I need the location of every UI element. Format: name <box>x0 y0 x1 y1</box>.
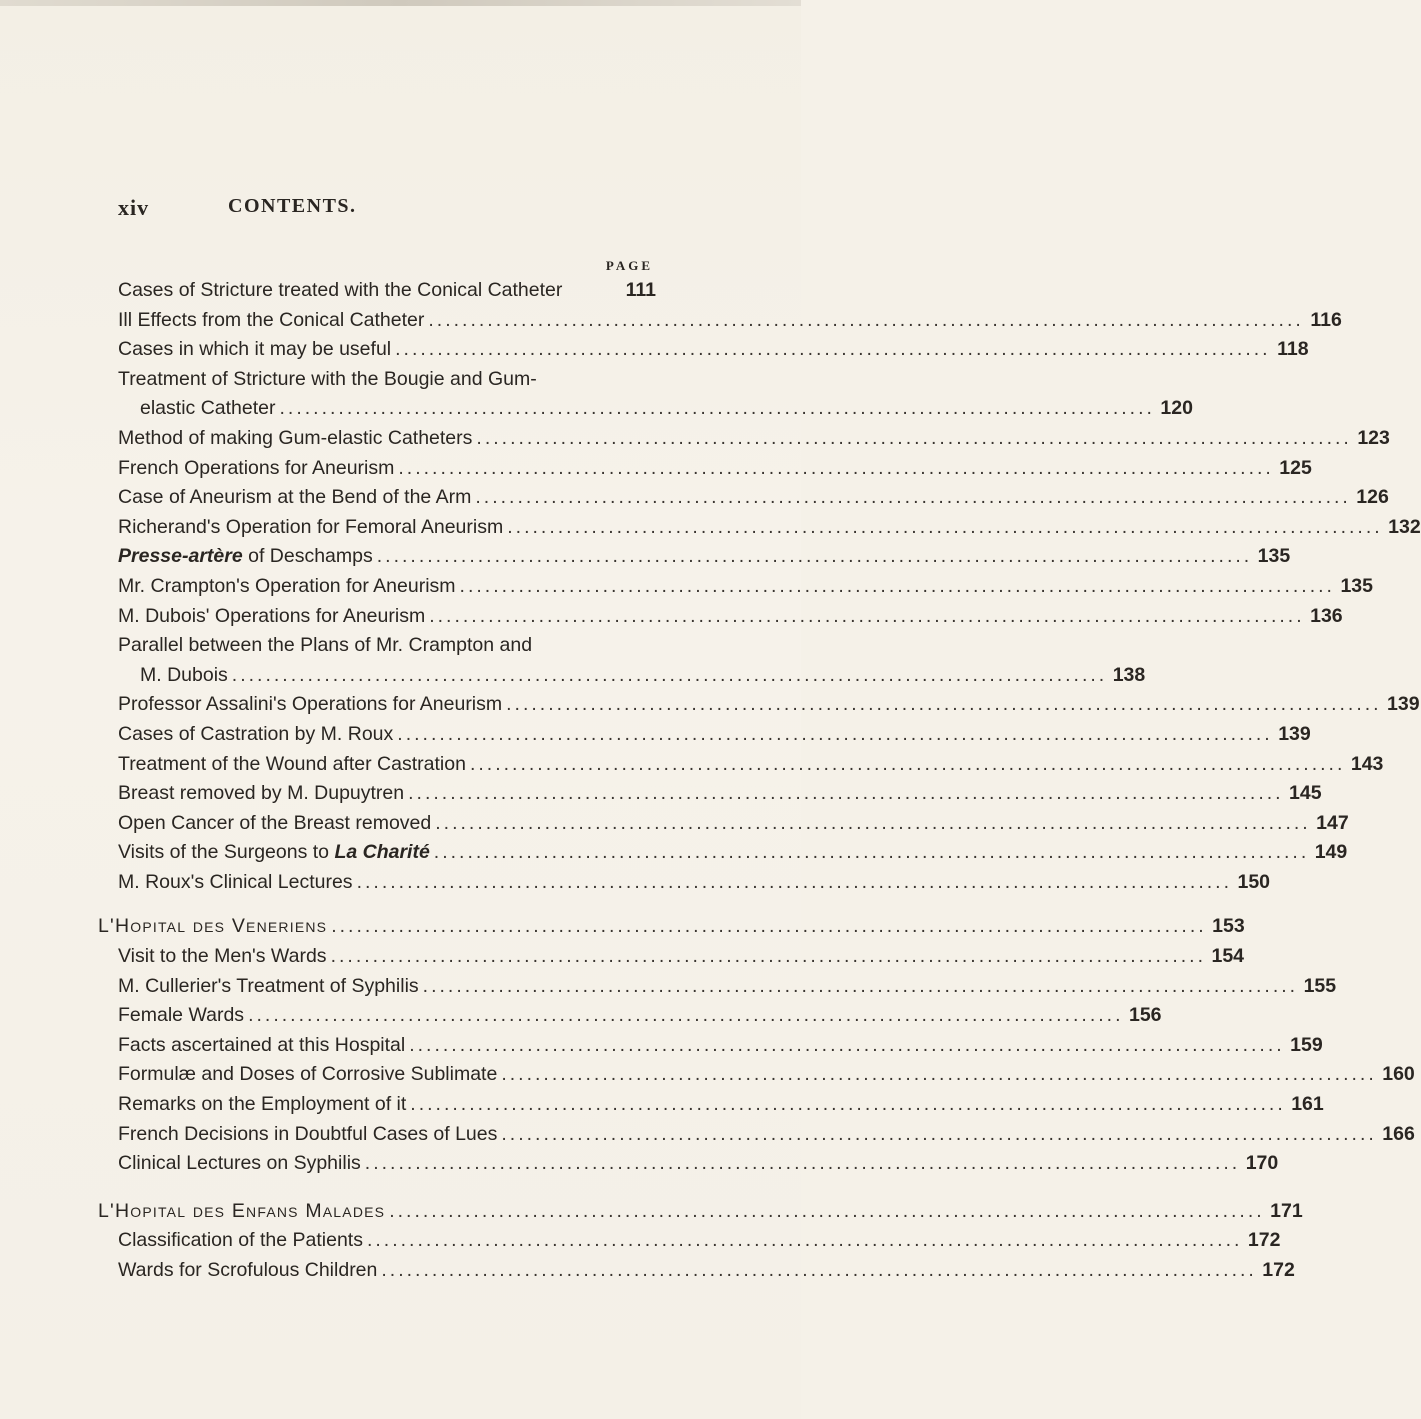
dot-leader <box>279 394 1154 424</box>
entry-title-lead: Visits of the Surgeons to <box>118 841 335 864</box>
toc-entry <box>118 572 1373 602</box>
dot-leader <box>408 779 1283 809</box>
entry-title: Method of making Gum-elastic Catheters <box>118 426 473 449</box>
toc-entry <box>118 1149 1279 1179</box>
entry-title: Breast removed by M. Dupuytren <box>118 782 405 805</box>
entry-page: 160 <box>1382 1063 1415 1086</box>
entry-page: 149 <box>1314 841 1348 864</box>
entry-title: Cases of Castration by M. Roux <box>118 722 394 745</box>
toc-entry <box>118 720 1311 750</box>
entry-title: Parallel between the Plans of Mr. Crampton and <box>118 634 533 657</box>
dot-leader <box>506 690 1381 720</box>
entry-title: Treatment of Stricture with the Bougie and Gum- <box>118 367 537 390</box>
section-title: L'Hopital des Enfans Malades <box>98 1199 386 1222</box>
toc-entry <box>118 690 1420 720</box>
entry-title: Open Cancer of the Breast removed <box>118 811 432 834</box>
toc-entry <box>118 942 1245 972</box>
entry-title: Professor Assalini's Operations for Aneurism <box>118 693 503 716</box>
entry-page: 135 <box>1340 574 1373 597</box>
entry-title: Richerand's Operation for Femoral Aneurism <box>118 515 504 538</box>
toc-entry <box>118 394 1193 424</box>
dot-leader <box>410 1090 1285 1120</box>
entry-title: elastic Catheter <box>140 397 276 420</box>
dot-leader <box>434 838 1309 868</box>
entry-title: Cases in which it may be useful <box>118 338 392 361</box>
entry-page: 139 <box>1387 693 1420 716</box>
entry-title: Formulæ and Doses of Corrosive Sublimate <box>118 1063 498 1086</box>
entry-page: 150 <box>1237 870 1271 893</box>
toc-entry <box>118 335 1309 365</box>
page-heading: CONTENTS. <box>228 195 357 217</box>
toc-entry <box>118 1001 1162 1031</box>
dot-leader <box>389 1197 1264 1227</box>
toc-entry <box>118 631 656 661</box>
entry-title <box>118 838 430 868</box>
italic-term: La Charité <box>334 841 430 864</box>
entry-page: 139 <box>1278 722 1311 745</box>
toc-entry <box>118 1256 1295 1286</box>
entry-title: Facts ascertained at this Hospital <box>118 1033 406 1056</box>
entry-title <box>118 542 373 572</box>
entry-page: 116 <box>1310 308 1342 331</box>
dot-leader <box>395 335 1270 365</box>
page-number: xiv <box>118 195 150 220</box>
entry-title: Ill Effects from the Conical Catheter <box>118 308 425 331</box>
dot-leader <box>435 809 1310 839</box>
dot-leader <box>475 483 1350 513</box>
entry-page: 135 <box>1257 545 1291 568</box>
dot-leader <box>331 912 1206 942</box>
entry-page: 159 <box>1290 1033 1323 1056</box>
entry-title: Classification of the Patients <box>118 1229 363 1252</box>
dot-leader <box>357 868 1232 898</box>
toc-entry <box>118 750 1384 780</box>
entry-page: 172 <box>1262 1259 1295 1281</box>
dot-leader <box>397 720 1272 750</box>
dot-leader <box>460 572 1335 602</box>
toc-entry <box>118 1090 1324 1120</box>
entry-title: French Decisions in Doubtful Cases of Lues <box>118 1122 498 1145</box>
entry-title: Wards for Scrofulous Children <box>118 1259 378 1281</box>
toc-entry <box>118 1031 1323 1061</box>
italic-term: Presse-artère <box>118 545 243 568</box>
dot-leader <box>367 1226 1242 1256</box>
dot-leader <box>428 306 1303 336</box>
entry-page: 120 <box>1160 397 1193 420</box>
entry-page: 118 <box>1277 338 1309 361</box>
entry-title: Treatment of the Wound after Castration <box>118 752 466 775</box>
toc-entry <box>118 276 656 306</box>
entry-title: Case of Aneurism at the Bend of the Arm <box>118 486 472 509</box>
entry-title: Remarks on the Employment of it <box>118 1093 407 1116</box>
toc-entry <box>118 809 1349 839</box>
entry-page: 156 <box>1128 1004 1162 1027</box>
entry-title: M. Dubois <box>140 663 228 686</box>
dot-leader <box>331 942 1206 972</box>
dot-leader <box>398 454 1273 484</box>
entry-page: 132 <box>1388 515 1421 538</box>
entry-title: Mr. Crampton's Operation for Aneurism <box>118 574 456 597</box>
top-edge <box>0 0 801 6</box>
entry-page: 143 <box>1350 752 1384 775</box>
dot-leader <box>365 1149 1240 1179</box>
toc-entry <box>118 972 1337 1002</box>
entry-page: 145 <box>1289 782 1322 805</box>
toc-entry <box>118 1060 1415 1090</box>
entry-title: Cases of Stricture treated with the Conical Catheter <box>118 279 563 301</box>
contents-list <box>98 276 1421 1286</box>
entry-title: Clinical Lectures on Syphilis <box>118 1152 361 1175</box>
dot-leader <box>232 661 1107 691</box>
dot-leader <box>377 542 1252 572</box>
entry-title: M. Roux's Clinical Lectures <box>118 870 353 893</box>
entry-title: M. Dubois' Operations for Aneurism <box>118 604 426 627</box>
dot-leader <box>470 750 1345 780</box>
section-page: 171 <box>1270 1199 1303 1222</box>
entry-page: 147 <box>1316 811 1349 834</box>
toc-section-heading <box>98 912 1245 942</box>
dot-leader <box>381 1256 1256 1286</box>
entry-page: 138 <box>1112 663 1146 686</box>
entry-page: 111 <box>625 279 656 301</box>
toc-entry <box>118 306 1342 336</box>
dot-leader <box>429 602 1304 632</box>
toc-entry <box>118 602 1343 632</box>
entry-title: Visit to the Men's Wards <box>118 945 327 968</box>
toc-entry <box>118 661 1146 691</box>
entry-page: 172 <box>1247 1229 1281 1252</box>
dot-leader <box>248 1001 1123 1031</box>
entry-title: Female Wards <box>118 1004 245 1027</box>
toc-entry <box>118 483 1389 513</box>
toc-entry <box>118 1226 1281 1256</box>
entry-page: 161 <box>1291 1093 1324 1116</box>
page-column-label: PAGE <box>605 258 653 273</box>
toc-entry <box>118 1120 1415 1150</box>
running-head <box>118 195 718 225</box>
dot-leader <box>501 1060 1376 1090</box>
entry-title: French Operations for Aneurism <box>118 456 395 479</box>
toc-entry <box>118 838 1348 868</box>
toc-section-heading <box>98 1197 1303 1227</box>
toc-entry <box>118 868 1271 898</box>
entry-page: 125 <box>1279 456 1312 479</box>
toc-entry <box>118 779 1322 809</box>
entry-page: 154 <box>1211 945 1245 968</box>
entry-page: 166 <box>1382 1122 1415 1145</box>
section-title: L'Hopital des Veneriens <box>98 915 328 938</box>
toc-entry <box>118 542 1291 572</box>
dot-leader <box>501 1120 1376 1150</box>
entry-page: 136 <box>1310 604 1343 627</box>
toc-entry <box>118 513 1421 543</box>
entry-page: 123 <box>1357 426 1390 449</box>
entry-page: 155 <box>1303 974 1337 997</box>
dot-leader <box>423 972 1298 1002</box>
entry-title: M. Cullerier's Treatment of Syphilis <box>118 974 419 997</box>
dot-leader <box>507 513 1382 543</box>
section-page: 153 <box>1212 915 1245 938</box>
toc-entry <box>118 424 1390 454</box>
dot-leader <box>476 424 1351 454</box>
entry-title-rest: of Deschamps <box>242 545 373 568</box>
toc-entry <box>118 365 656 395</box>
entry-page: 126 <box>1356 486 1389 509</box>
dot-leader <box>409 1031 1284 1061</box>
toc-entry <box>118 454 1312 484</box>
entry-page: 170 <box>1245 1152 1279 1175</box>
